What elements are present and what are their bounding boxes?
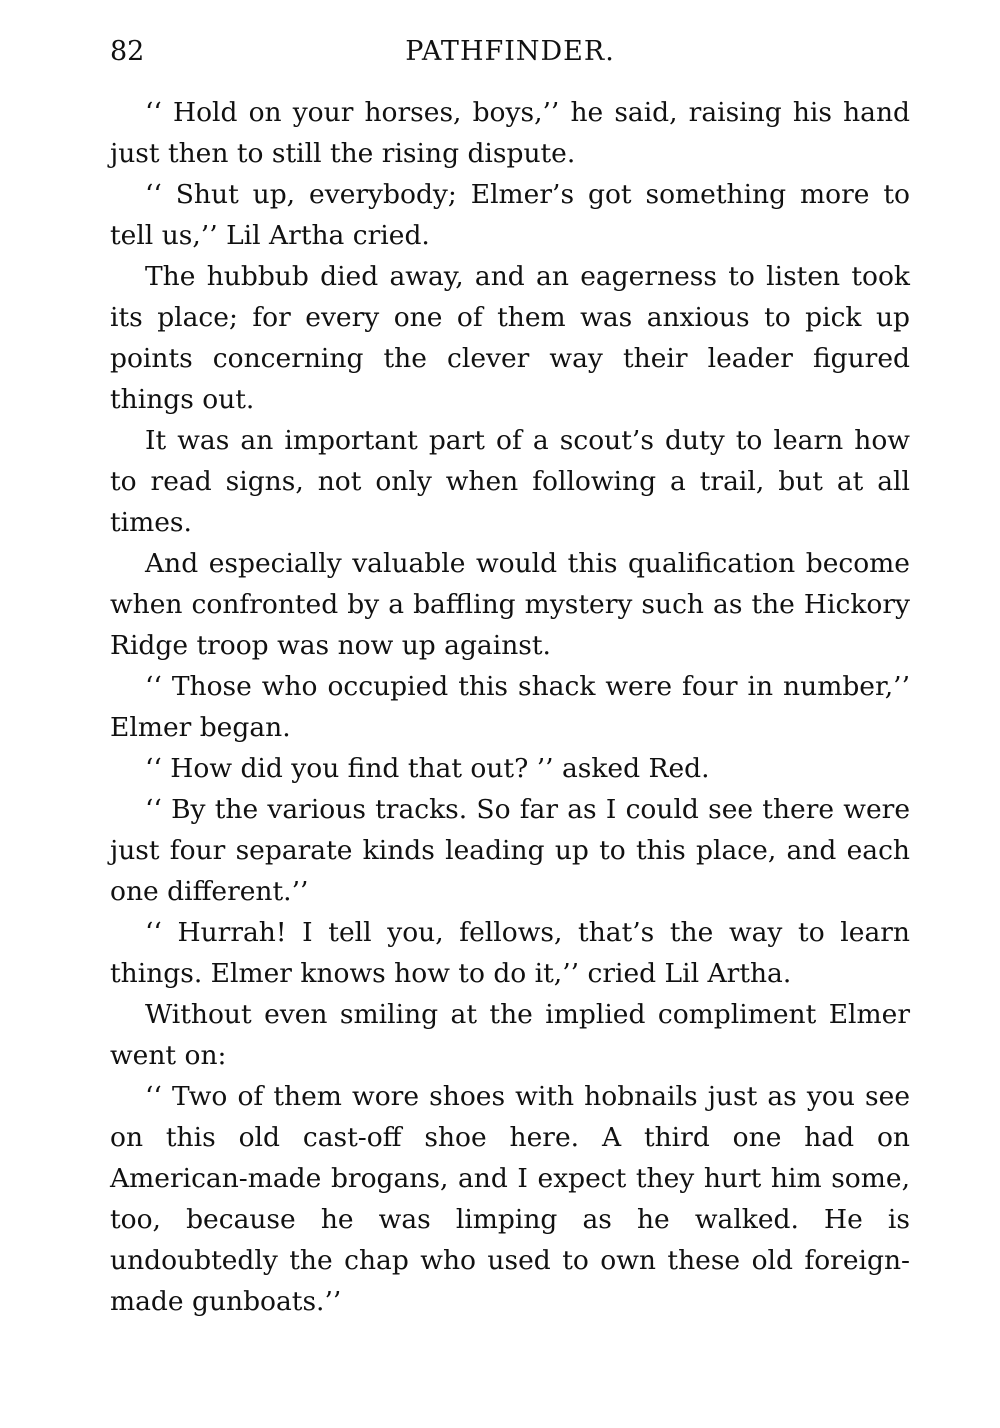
paragraph: The hubbub died away, and an eagerness to listen took its place; for every one of them was anxious to pick up points concerning the clever way their leader figured things out. bbox=[110, 261, 910, 415]
paragraph: And especially valuable would this qualification become when confronted by a baffling mystery such as the Hickory Ridge troop was now up against. bbox=[110, 548, 910, 661]
paragraph: ‘‘ Hold on your horses, boys,’’ he said, raising his hand just then to still the rising dispute. bbox=[110, 97, 910, 169]
paragraph: ‘‘ How did you find that out? ’’ asked Red. bbox=[145, 753, 710, 784]
page-number: 82 bbox=[110, 36, 145, 67]
paragraph: ‘‘ Shut up, everybody; Elmer’s got something more to tell us,’’ Lil Artha cried. bbox=[110, 179, 910, 251]
running-title: PATHFINDER. bbox=[405, 36, 615, 67]
running-head bbox=[110, 32, 910, 72]
paragraph: Without even smiling at the implied compliment Elmer went on: bbox=[110, 999, 910, 1071]
paragraph: ‘‘ By the various tracks. So far as I could see there were just four separate kinds leading up to this place, and each one different.’’ bbox=[110, 794, 910, 907]
paragraph: ‘‘ Two of them wore shoes with hobnails just as you see on this old cast-off shoe here. A third one had on American-made brogans, and I expect they hurt him some, too, because he was limping as he walked. He is undoubtedly the chap who used to own these old foreign-made gunboats.’’ bbox=[110, 1081, 910, 1317]
paragraph: It was an important part of a scout’s duty to learn how to read signs, not only when following a trail, but at all times. bbox=[110, 425, 910, 538]
paragraph: ‘‘ Those who occupied this shack were four in number,’’ Elmer began. bbox=[110, 671, 910, 743]
body-text bbox=[110, 92, 910, 1322]
paragraph: ‘‘ Hurrah! I tell you, fellows, that’s the way to learn things. Elmer knows how to do it,’’ cried Lil Artha. bbox=[110, 917, 910, 989]
